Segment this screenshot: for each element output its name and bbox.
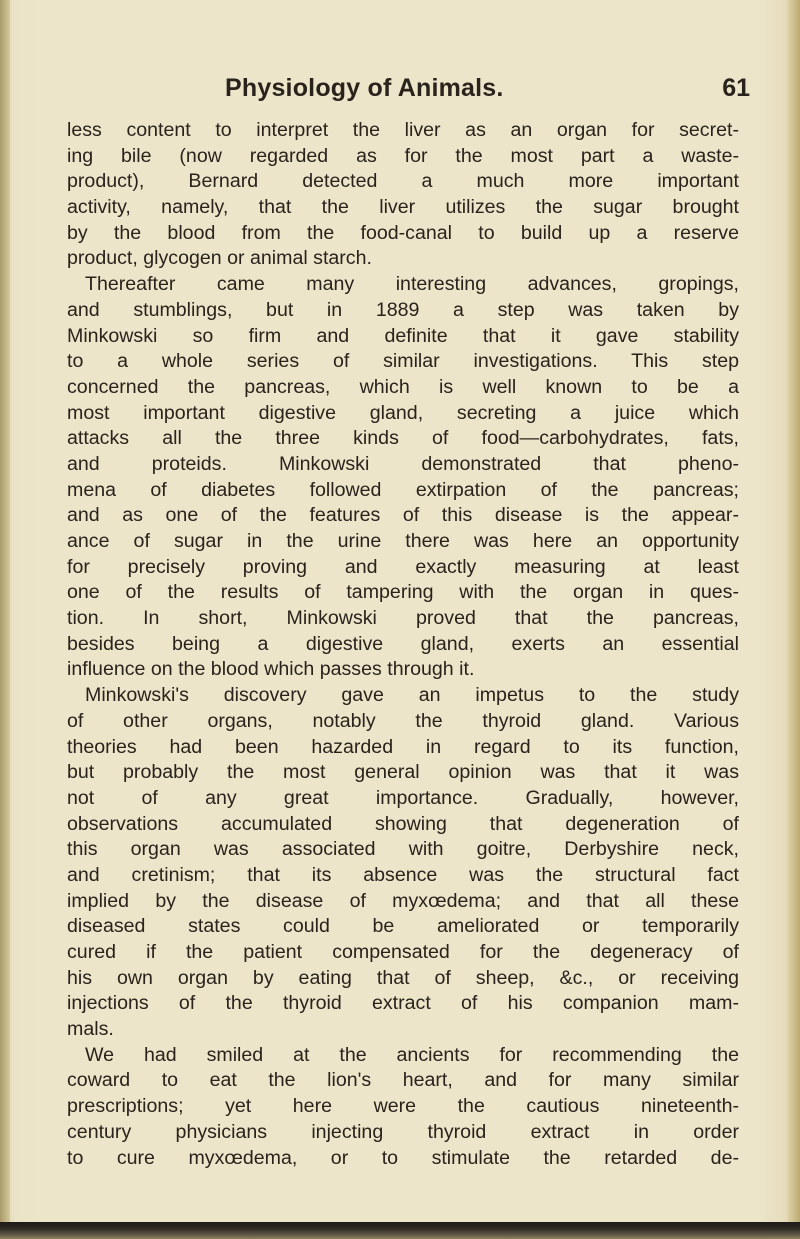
page-gutter-edge xyxy=(0,0,10,1239)
text-line: mals. xyxy=(67,1018,114,1041)
body-text xyxy=(67,118,739,1171)
page-number: 61 xyxy=(722,74,750,102)
text-line: less content to interpret the liver as an organ for secret- xyxy=(67,119,739,141)
text-line: attacks all the three kinds of food—carbohydrates, fats, xyxy=(67,427,739,450)
text-line: and proteids. Minkowski demonstrated that pheno- xyxy=(67,452,739,475)
text-line: observations accumulated showing that degeneration of xyxy=(67,812,739,835)
text-line: to a whole series of similar investigations. This step xyxy=(67,350,739,373)
text-line: century physicians injecting thyroid extract in order xyxy=(67,1120,739,1143)
text-line: We had smiled at the ancients for recommending the xyxy=(85,1043,739,1066)
text-line: ance of sugar in the urine there was here an opportunity xyxy=(67,530,739,552)
text-line: influence on the blood which passes through it. xyxy=(67,658,475,681)
running-title: Physiology of Animals. xyxy=(225,74,504,102)
text-line: one of the results of tampering with the organ in ques- xyxy=(67,581,739,604)
text-line: and stumblings, but in 1889 a step was taken by xyxy=(67,298,739,321)
text-line: prescriptions; yet here were the cautious nineteenth- xyxy=(67,1095,739,1118)
text-line: his own organ by eating that of sheep, &c., or receiving xyxy=(67,966,739,989)
text-line: this organ was associated with goitre, Derbyshire neck, xyxy=(67,838,739,861)
page-outer-edge xyxy=(788,0,800,1239)
text-line: not of any great importance. Gradually, however, xyxy=(67,786,739,809)
text-line: concerned the pancreas, which is well known to be a xyxy=(67,375,739,398)
text-line: most important digestive gland, secreting a juice which xyxy=(67,401,739,424)
text-line: of other organs, notably the thyroid gland. Various xyxy=(67,709,739,732)
text-line: mena of diabetes followed extirpation of the pancreas; xyxy=(67,478,739,501)
text-line: theories had been hazarded in regard to its function, xyxy=(67,735,739,758)
page-header xyxy=(60,74,750,106)
text-line: implied by the disease of myxœdema; and that all these xyxy=(67,889,739,912)
text-line: but probably the most general opinion was that it was xyxy=(67,761,739,784)
text-line: coward to eat the lion's heart, and for many similar xyxy=(67,1069,739,1092)
text-line: product, glycogen or animal starch. xyxy=(67,247,372,270)
text-line: for precisely proving and exactly measuring at least xyxy=(67,555,739,578)
page-bottom-edge xyxy=(0,1222,800,1239)
text-line: cured if the patient compensated for the degeneracy of xyxy=(67,941,739,963)
text-line: Minkowski's discovery gave an impetus to the study xyxy=(85,684,739,707)
text-line: besides being a digestive gland, exerts an essential xyxy=(67,632,739,655)
text-line: injections of the thyroid extract of his companion mam- xyxy=(67,992,739,1015)
text-line: to cure myxœdema, or to stimulate the retarded de- xyxy=(67,1146,739,1169)
text-line: tion. In short, Minkowski proved that the pancreas, xyxy=(67,607,739,630)
text-line: ing bile (now regarded as for the most part a waste- xyxy=(67,144,739,167)
text-line: activity, namely, that the liver utilizes the sugar brought xyxy=(67,196,739,219)
text-line: by the blood from the food-canal to build up a reserve xyxy=(67,221,739,244)
text-line: product), Bernard detected a much more important xyxy=(67,170,739,193)
text-line: Minkowski so firm and definite that it gave stability xyxy=(67,324,739,347)
text-line: Thereafter came many interesting advances, gropings, xyxy=(85,273,739,296)
text-line: and cretinism; that its absence was the structural fact xyxy=(67,863,739,886)
text-line: diseased states could be ameliorated or temporarily xyxy=(67,915,739,938)
text-line: and as one of the features of this disease is the appear- xyxy=(67,504,739,527)
